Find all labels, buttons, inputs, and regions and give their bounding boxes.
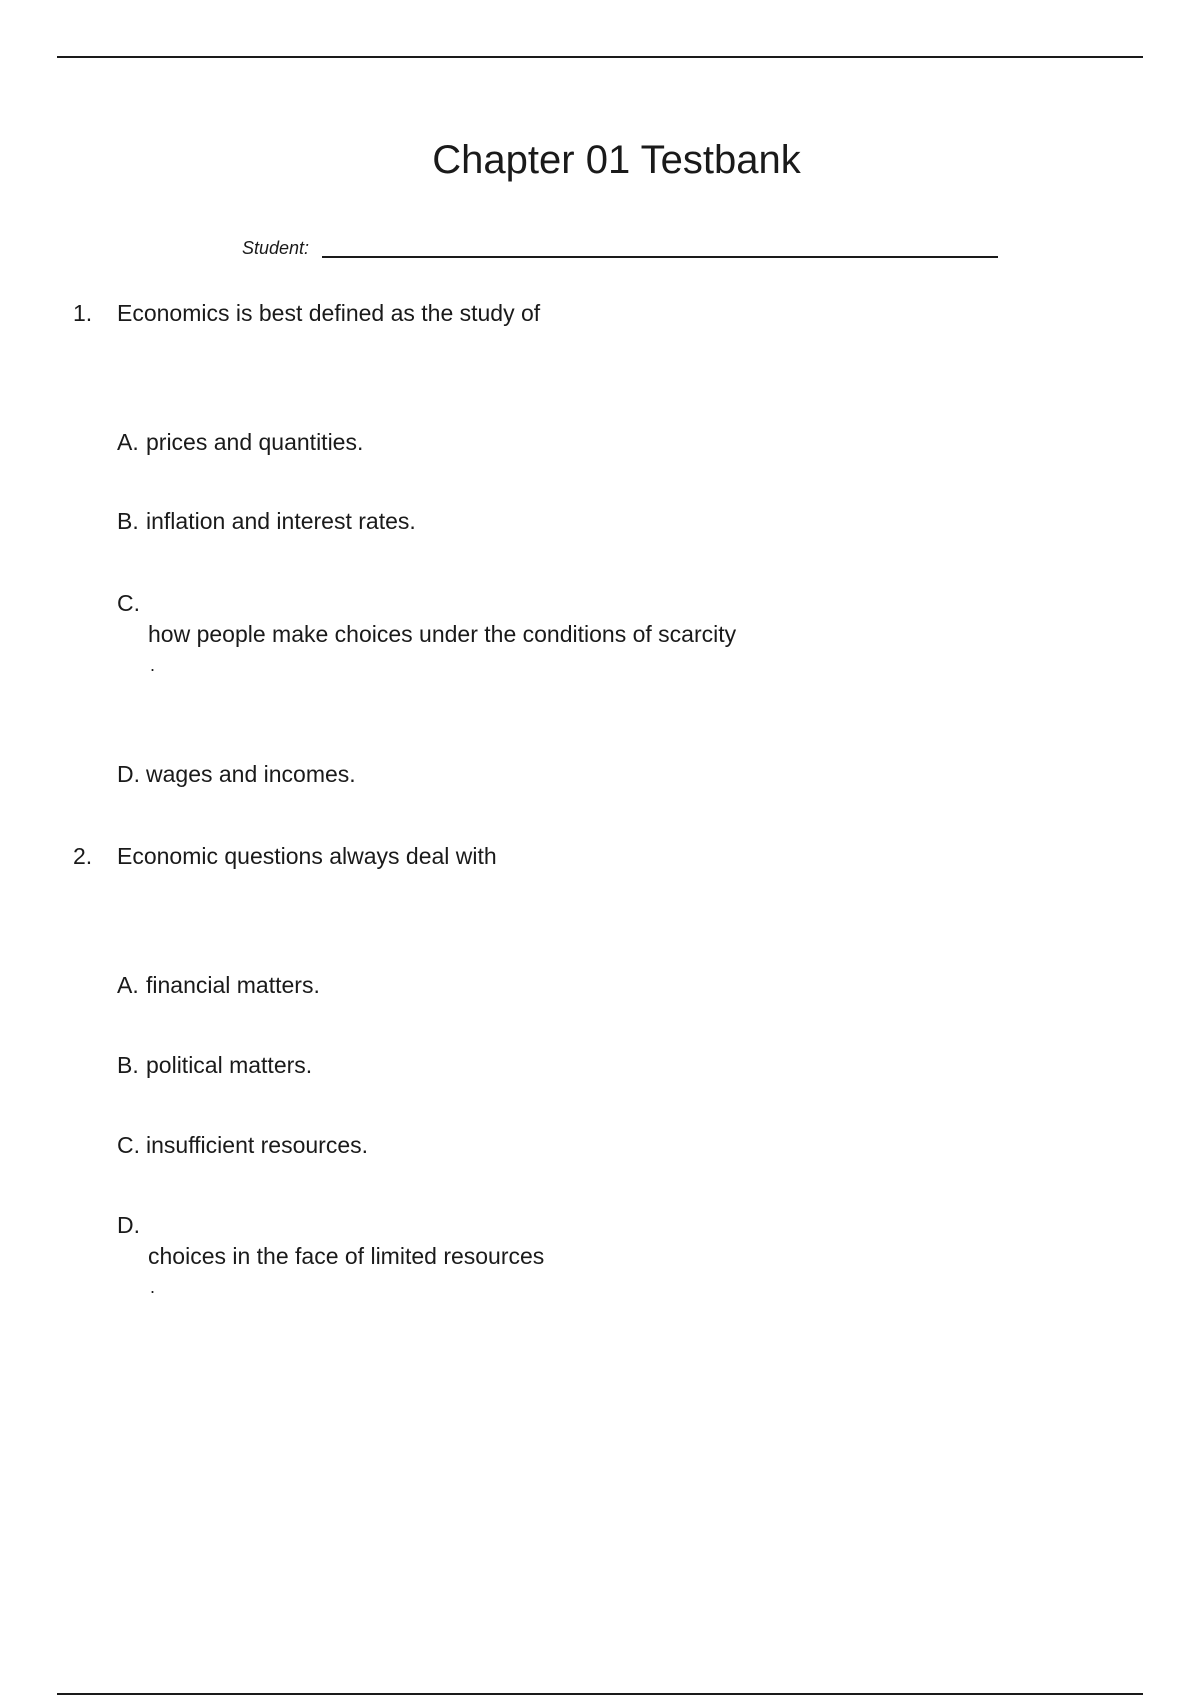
page-title: Chapter 01 Testbank — [432, 138, 801, 182]
question-text: Economics is best defined as the study of — [117, 300, 541, 326]
option-letter: D. — [117, 761, 140, 787]
option-text: inflation and interest rates. — [146, 508, 416, 534]
option-text: insufficient resources. — [146, 1132, 369, 1158]
option-text: wages and incomes. — [146, 761, 356, 787]
question-number: 1. — [73, 300, 93, 326]
option-text: political matters. — [146, 1052, 313, 1078]
bottom-rule — [57, 1693, 1143, 1695]
student-label: Student: — [242, 238, 310, 258]
option-letter: B. — [117, 508, 139, 534]
option-letter: C. — [117, 590, 140, 616]
option-text: financial matters. — [146, 972, 320, 998]
option-letter: B. — [117, 1052, 139, 1078]
option-trailing-period: . — [150, 1277, 156, 1297]
option-text: how people make choices under the conditions of scarcity — [148, 621, 737, 647]
option-text: prices and quantities. — [146, 429, 364, 455]
option-trailing-period: . — [150, 655, 156, 675]
student-name-line[interactable] — [322, 256, 998, 258]
option-letter: D. — [117, 1212, 140, 1238]
question-number: 2. — [73, 843, 93, 869]
option-letter: A. — [117, 429, 139, 455]
question-text: Economic questions always deal with — [117, 843, 497, 869]
option-letter: C. — [117, 1132, 140, 1158]
option-letter: A. — [117, 972, 139, 998]
top-rule — [57, 56, 1143, 58]
option-text: choices in the face of limited resources — [148, 1243, 545, 1269]
